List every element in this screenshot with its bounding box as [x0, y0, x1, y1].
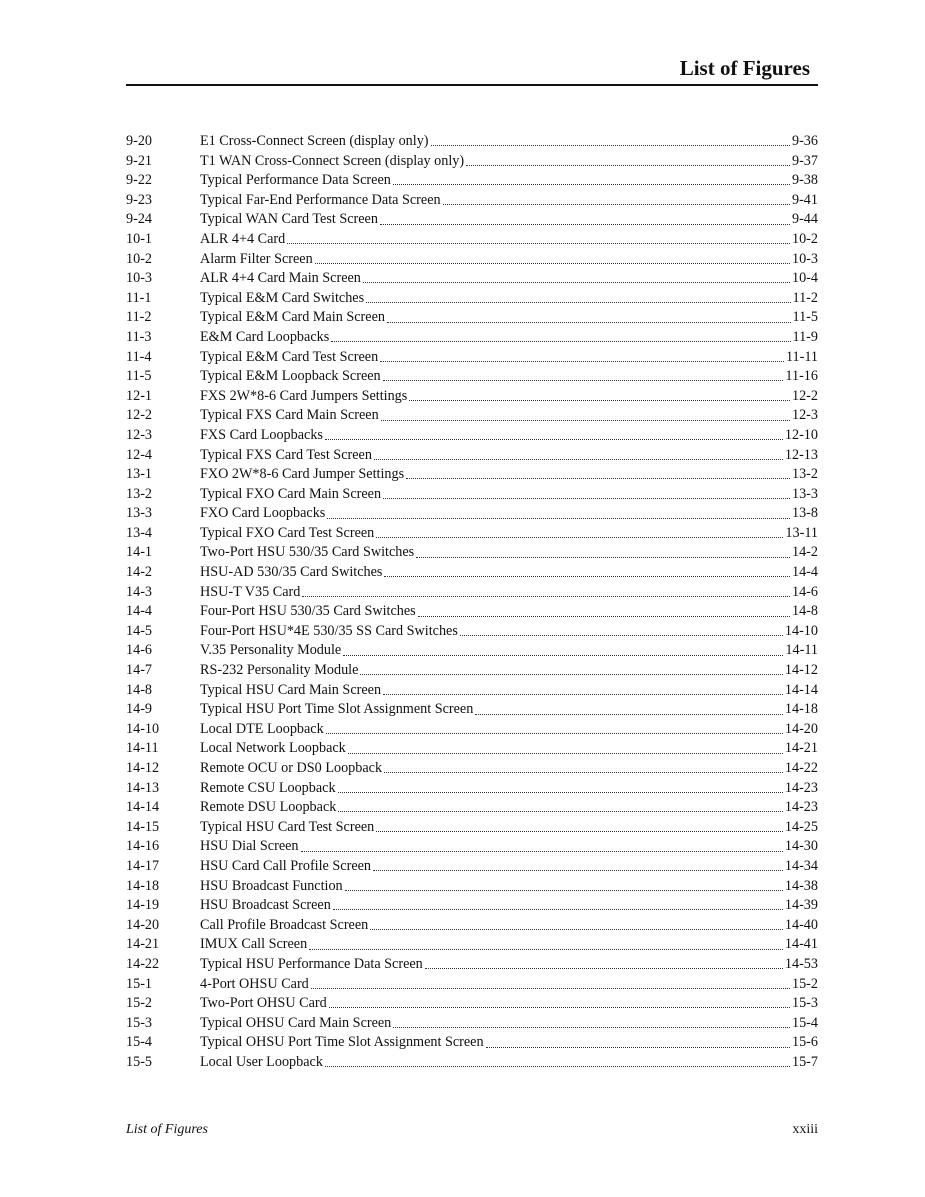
figure-entry [126, 485, 818, 505]
figure-entry [126, 446, 818, 466]
figure-number: 14-5 [126, 622, 153, 639]
figure-number: 14-16 [126, 838, 160, 855]
figure-title: V.35 Personality Module [200, 642, 342, 659]
figure-title: Typical HSU Card Main Screen [200, 681, 382, 698]
figure-entry [126, 348, 818, 368]
figure-page-number: 15-7 [791, 1053, 818, 1070]
dot-leader [393, 1027, 790, 1028]
figure-entry [126, 975, 818, 995]
figure-entry [126, 289, 818, 309]
figure-page-number: 10-4 [791, 270, 818, 287]
dot-leader [326, 733, 783, 734]
figure-entry [126, 250, 818, 270]
figure-number: 12-1 [126, 387, 153, 404]
figure-page-number: 14-4 [791, 564, 818, 581]
dot-leader [393, 184, 790, 185]
figure-number: 14-2 [126, 564, 153, 581]
dot-leader [416, 557, 790, 558]
figure-title: Call Profile Broadcast Screen [200, 916, 369, 933]
figure-number: 13-1 [126, 466, 153, 483]
figure-number: 12-2 [126, 407, 153, 424]
figure-number: 14-13 [126, 779, 160, 796]
figure-title: Four-Port HSU*4E 530/35 SS Card Switches [200, 622, 458, 639]
figure-number: 11-3 [126, 328, 152, 345]
dot-leader [380, 224, 790, 225]
figure-title: RS-232 Personality Module [200, 662, 359, 679]
figure-number: 9-24 [126, 211, 153, 228]
dot-leader [431, 145, 790, 146]
dot-leader [370, 929, 783, 930]
figure-page-number: 14-2 [791, 544, 818, 561]
figure-entry [126, 426, 818, 446]
figure-title: Typical E&M Loopback Screen [200, 368, 381, 385]
figure-number: 14-17 [126, 857, 160, 874]
dot-leader [373, 870, 783, 871]
figure-page-number: 11-5 [792, 309, 818, 326]
dot-leader [381, 420, 790, 421]
figure-title: Typical HSU Port Time Slot Assignment Screen [200, 701, 474, 718]
figure-number: 12-4 [126, 446, 153, 463]
figure-number: 15-1 [126, 975, 153, 992]
figure-number: 14-8 [126, 681, 153, 698]
dot-leader [376, 537, 783, 538]
page-header [126, 54, 818, 86]
figure-title: Remote CSU Loopback [200, 779, 336, 796]
figure-page-number: 11-9 [792, 328, 818, 345]
figure-page-number: 15-6 [791, 1034, 818, 1051]
figure-page-number: 14-40 [784, 916, 818, 933]
figure-page-number: 12-3 [791, 407, 818, 424]
figure-entry [126, 661, 818, 681]
dot-leader [376, 831, 783, 832]
figure-title: Two-Port OHSU Card [200, 995, 327, 1012]
dot-leader [374, 459, 783, 460]
dot-leader [366, 302, 790, 303]
figure-number: 13-2 [126, 485, 153, 502]
figure-page-number: 14-22 [784, 760, 818, 776]
dot-leader [384, 576, 790, 577]
figure-page-number: 14-23 [784, 779, 818, 796]
figure-page-number: 13-11 [785, 524, 818, 541]
dot-leader [325, 1066, 790, 1067]
footer-section-title: List of Figures [126, 1122, 208, 1137]
figure-page-number: 14-21 [784, 740, 818, 757]
dot-leader [443, 204, 790, 205]
figure-entry [126, 465, 818, 485]
figure-title: E&M Card Loopbacks [200, 328, 330, 345]
figure-number: 14-11 [126, 740, 159, 757]
figure-number: 13-3 [126, 505, 153, 522]
figure-title: Local Network Loopback [200, 740, 346, 757]
figure-entry [126, 877, 818, 897]
dot-leader [345, 890, 783, 891]
figure-title: Typical OHSU Card Main Screen [200, 1014, 392, 1031]
dot-leader [360, 674, 782, 675]
figure-page-number: 14-10 [784, 622, 818, 639]
dot-leader [333, 909, 783, 910]
figure-number: 14-14 [126, 799, 160, 816]
figure-page-number: 11-11 [785, 348, 818, 365]
dot-leader [309, 949, 783, 950]
dot-leader [418, 616, 790, 617]
figure-title: Remote OCU or DS0 Loopback [200, 760, 383, 776]
dot-leader [327, 518, 790, 519]
figure-page-number: 9-37 [791, 152, 818, 169]
figure-number: 9-21 [126, 152, 153, 169]
dot-leader [348, 753, 783, 754]
figure-number: 14-15 [126, 818, 160, 835]
figure-title: Typical Far-End Performance Data Screen [200, 191, 441, 208]
figure-page-number: 13-3 [791, 485, 818, 502]
figure-number: 14-20 [126, 916, 160, 933]
figure-number: 14-12 [126, 760, 160, 776]
figure-number: 9-22 [126, 172, 153, 189]
dot-leader [338, 792, 783, 793]
figure-title: Typical FXS Card Main Screen [200, 407, 379, 424]
figure-page-number: 9-38 [791, 172, 818, 189]
figure-title: ALR 4+4 Card Main Screen [200, 270, 361, 287]
figure-entry [126, 504, 818, 524]
figure-number: 10-2 [126, 250, 153, 267]
dot-leader [460, 635, 783, 636]
figure-page-number: 14-23 [784, 799, 818, 816]
figure-page-number: 14-11 [785, 642, 818, 659]
figure-page-number: 12-2 [791, 387, 818, 404]
figure-page-number: 14-25 [784, 818, 818, 835]
dot-leader [383, 498, 790, 499]
figure-title: Typical FXO Card Test Screen [200, 524, 375, 541]
figure-entry [126, 602, 818, 622]
figure-page-number: 13-2 [791, 466, 818, 483]
figure-entry [126, 739, 818, 759]
figure-title: Alarm Filter Screen [200, 250, 313, 267]
figure-title: IMUX Call Screen [200, 936, 308, 953]
figure-number: 10-1 [126, 230, 153, 247]
dot-leader [331, 341, 790, 342]
figure-title: Typical E&M Card Main Screen [200, 309, 385, 326]
figure-entry [126, 700, 818, 720]
dot-leader [363, 282, 790, 283]
figure-entry [126, 1033, 818, 1053]
dot-leader [287, 243, 790, 244]
figure-number: 14-1 [126, 544, 153, 561]
figure-page-number: 14-38 [784, 877, 818, 894]
figure-number: 9-20 [126, 133, 153, 149]
dot-leader [343, 655, 783, 656]
footer-page-number: xxiii [792, 1122, 818, 1137]
dot-leader [406, 478, 790, 479]
dot-leader [338, 811, 783, 812]
figure-page-number: 14-12 [784, 662, 818, 679]
figure-title: FXO 2W*8-6 Card Jumper Settings [200, 466, 405, 483]
figure-title: T1 WAN Cross-Connect Screen (display only) [200, 152, 465, 169]
figure-page-number: 14-41 [784, 936, 818, 953]
figure-entry [126, 152, 818, 172]
figure-number: 14-7 [126, 662, 153, 679]
dot-leader [466, 165, 790, 166]
figure-title: ALR 4+4 Card [200, 230, 286, 247]
dot-leader [384, 772, 783, 773]
figure-entry [126, 916, 818, 936]
figure-entry [126, 543, 818, 563]
dot-leader [387, 322, 791, 323]
figure-entry [126, 720, 818, 740]
figure-title: Four-Port HSU 530/35 Card Switches [200, 603, 416, 620]
figure-title: Typical E&M Card Test Screen [200, 348, 379, 365]
dot-leader [325, 439, 783, 440]
figure-page-number: 9-36 [791, 133, 818, 149]
figure-title: FXS 2W*8-6 Card Jumpers Settings [200, 387, 408, 404]
figure-entry [126, 779, 818, 799]
figure-title: HSU-T V35 Card [200, 583, 301, 600]
figure-entry [126, 387, 818, 407]
dot-leader [302, 596, 790, 597]
figure-entry [126, 818, 818, 838]
figure-entry [126, 132, 818, 152]
figure-number: 15-2 [126, 995, 153, 1012]
dot-leader [486, 1047, 790, 1048]
figure-entry [126, 308, 818, 328]
figure-number: 10-3 [126, 270, 153, 287]
figure-page-number: 14-8 [791, 603, 818, 620]
figure-page-number: 14-14 [784, 681, 818, 698]
figure-entry [126, 1014, 818, 1034]
page-title: List of Figures [679, 56, 810, 80]
figure-page-number: 15-4 [791, 1014, 818, 1031]
figure-entry [126, 563, 818, 583]
figure-entry [126, 955, 818, 975]
figure-title: Typical HSU Card Test Screen [200, 818, 375, 835]
dot-leader [409, 400, 790, 401]
dot-leader [383, 380, 784, 381]
figure-entry [126, 230, 818, 250]
figure-entry [126, 896, 818, 916]
figure-number: 15-3 [126, 1014, 153, 1031]
figure-entry [126, 935, 818, 955]
figure-page-number: 10-2 [791, 230, 818, 247]
figure-page-number: 13-8 [791, 505, 818, 522]
figure-list [126, 132, 818, 1073]
figure-entry [126, 269, 818, 289]
figure-title: Local DTE Loopback [200, 720, 324, 737]
figure-page-number: 9-41 [791, 191, 818, 208]
figure-number: 14-19 [126, 897, 160, 914]
figure-title: HSU Broadcast Function [200, 877, 343, 894]
figure-page-number: 14-34 [784, 857, 818, 874]
figure-title: Typical Performance Data Screen [200, 172, 391, 189]
figure-number: 14-18 [126, 877, 160, 894]
figure-entry [126, 681, 818, 701]
figure-page-number: 12-10 [784, 426, 818, 443]
figure-number: 9-23 [126, 191, 153, 208]
figure-title: FXS Card Loopbacks [200, 426, 323, 443]
figure-entry [126, 759, 818, 779]
figure-page-number: 11-16 [785, 368, 818, 385]
figure-title: Two-Port HSU 530/35 Card Switches [200, 544, 415, 561]
figure-number: 11-1 [126, 289, 152, 306]
dot-leader [475, 714, 783, 715]
figure-title: Typical OHSU Port Time Slot Assignment Screen [200, 1034, 484, 1051]
figure-title: HSU Dial Screen [200, 838, 299, 855]
figure-entry [126, 191, 818, 211]
figure-number: 14-3 [126, 583, 153, 600]
figure-number: 14-10 [126, 720, 160, 737]
figure-page-number: 15-3 [791, 995, 818, 1012]
figure-page-number: 15-2 [791, 975, 818, 992]
figure-entry [126, 328, 818, 348]
figure-number: 14-9 [126, 701, 153, 718]
figure-number: 15-4 [126, 1034, 153, 1051]
figure-entry [126, 994, 818, 1014]
figure-entry [126, 524, 818, 544]
figure-title: Typical FXS Card Test Screen [200, 446, 372, 463]
figure-number: 11-5 [126, 368, 152, 385]
figure-entry [126, 857, 818, 877]
dot-leader [380, 361, 784, 362]
figure-page-number: 14-20 [784, 720, 818, 737]
figure-title: FXO Card Loopbacks [200, 505, 326, 522]
figure-title: 4-Port OHSU Card [200, 975, 309, 992]
dot-leader [329, 1007, 790, 1008]
dot-leader [301, 851, 783, 852]
dot-leader [383, 694, 783, 695]
figure-title: HSU-AD 530/35 Card Switches [200, 564, 383, 581]
figure-page-number: 12-13 [784, 446, 818, 463]
figure-page-number: 14-53 [784, 955, 818, 972]
figure-title: E1 Cross-Connect Screen (display only) [200, 133, 429, 149]
figure-number: 15-5 [126, 1053, 153, 1070]
figure-title: Remote DSU Loopback [200, 799, 337, 816]
figure-title: Typical E&M Card Switches [200, 289, 365, 306]
dot-leader [425, 968, 783, 969]
figure-number: 13-4 [126, 524, 153, 541]
figure-number: 14-6 [126, 642, 153, 659]
figure-page-number: 14-39 [784, 897, 818, 914]
figure-title: Typical HSU Performance Data Screen [200, 955, 423, 972]
figure-page-number: 14-18 [784, 701, 818, 718]
figure-entry [126, 837, 818, 857]
dot-leader [315, 263, 790, 264]
figure-title: HSU Broadcast Screen [200, 897, 331, 914]
figure-title: Local User Loopback [200, 1053, 323, 1070]
figure-page-number: 11-2 [792, 289, 818, 306]
figure-number: 12-3 [126, 426, 153, 443]
dot-leader [311, 988, 790, 989]
figure-page-number: 9-44 [791, 211, 818, 228]
figure-page-number: 14-30 [784, 838, 818, 855]
figure-entry [126, 210, 818, 230]
figure-title: Typical WAN Card Test Screen [200, 211, 378, 228]
figure-number: 11-4 [126, 348, 152, 365]
figure-entry [126, 406, 818, 426]
figure-number: 14-4 [126, 603, 153, 620]
figure-entry [126, 1053, 818, 1073]
figure-title: HSU Card Call Profile Screen [200, 857, 372, 874]
figure-number: 14-21 [126, 936, 160, 953]
figure-entry [126, 367, 818, 387]
figure-entry [126, 171, 818, 191]
figure-entry [126, 798, 818, 818]
figure-title: Typical FXO Card Main Screen [200, 485, 382, 502]
figure-number: 11-2 [126, 309, 152, 326]
figure-page-number: 10-3 [791, 250, 818, 267]
figure-page-number: 14-6 [791, 583, 818, 600]
figure-entry [126, 641, 818, 661]
figure-number: 14-22 [126, 955, 160, 972]
figure-entry [126, 622, 818, 642]
figure-entry [126, 583, 818, 603]
